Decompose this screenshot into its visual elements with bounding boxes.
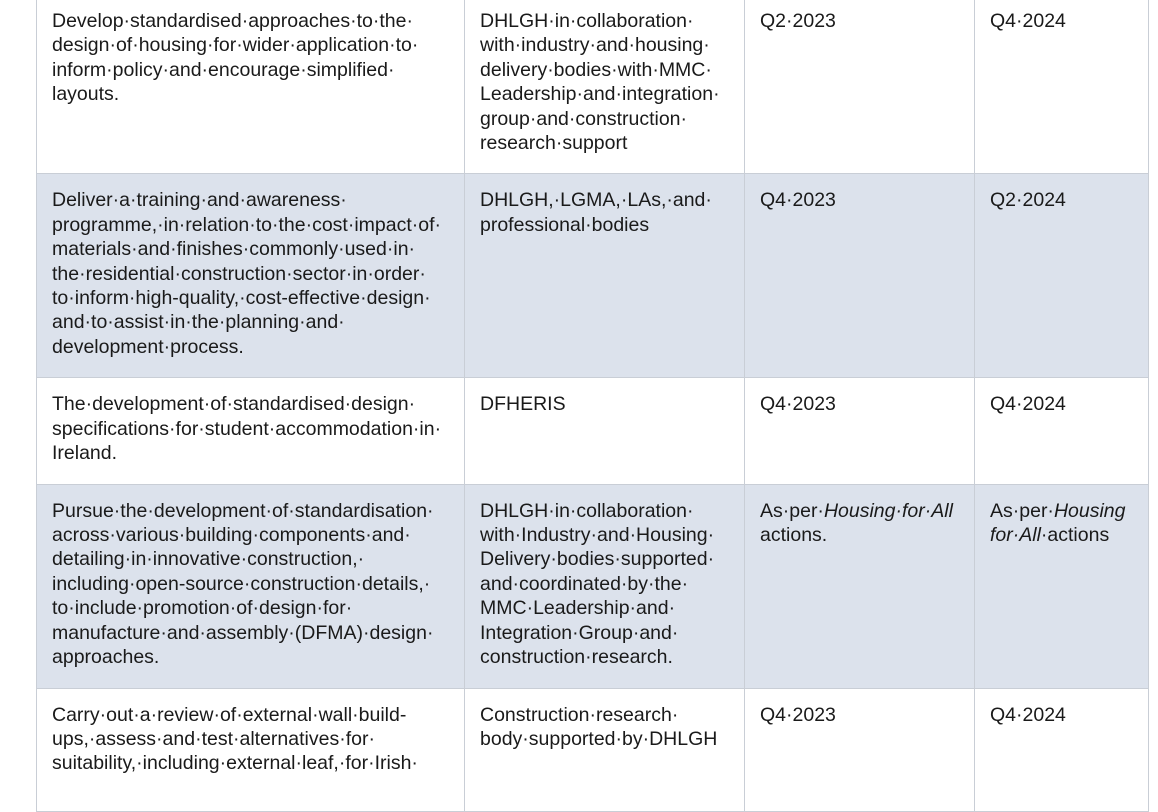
- table-row: [37, 174, 1149, 378]
- start-prefix: As·per·: [760, 499, 824, 522]
- end-prefix: As·per·: [990, 499, 1054, 522]
- start-suffix: actions.: [760, 523, 828, 546]
- start-cell: Q4·2023: [745, 378, 975, 484]
- table-row: [37, 688, 1149, 811]
- start-cell: Q2·2023: [745, 0, 975, 174]
- table-row: [37, 484, 1149, 688]
- end-suffix: ·actions: [1040, 523, 1110, 546]
- table-row: [37, 0, 1149, 174]
- end-cell: Q4·2024: [975, 688, 1149, 811]
- action-cell: Carry·out·a·review·of·external·wall·build- ups,·assess·and·test·alternatives·for· suitability,·including·external·leaf,·for·Irish·: [37, 688, 465, 811]
- action-cell: Pursue·the·development·of·standardisation· across·various·building·components·and· detailing·in·innovative·construction,· including·open-source·construction·details,· to·include·promotion·of·design·for· manufacture·and·assembly·(DFMA)·design· approaches.: [37, 484, 465, 688]
- end-cell: Q4·2024: [975, 0, 1149, 174]
- start-cell: Q4·2023: [745, 174, 975, 378]
- end-cell: Q4·2024: [975, 378, 1149, 484]
- lead-cell: DHLGH·in·collaboration· with·Industry·and·Housing· Delivery·bodies·supported· and·coordinated·by·the· MMC·Leadership·and· Integration·Group·and· construction·research.: [465, 484, 745, 688]
- lead-cell: Construction·research· body·supported·by·DHLGH: [465, 688, 745, 811]
- actions-table: [36, 0, 1149, 812]
- lead-cell: DHLGH,·LGMA,·LAs,·and· professional·bodies: [465, 174, 745, 378]
- end-cell: [975, 484, 1149, 688]
- start-em: Housing·for·All: [823, 499, 953, 522]
- lead-cell: DHLGH·in·collaboration· with·industry·and·housing· delivery·bodies·with·MMC· Leadership·and·integration· group·and·construction· research·support: [465, 0, 745, 174]
- action-cell: The·development·of·standardised·design· specifications·for·student·accommodation·in· Ireland.: [37, 378, 465, 484]
- start-cell: [745, 484, 975, 688]
- action-cell: Deliver·a·training·and·awareness· programme,·in·relation·to·the·cost·impact·of· materials·and·finishes·commonly·used·in· the·residential·construction·sector·in·order· to·inform·high-quality,·cost-effective·design· and·to·assist·in·the·planning·and· development·process.: [37, 174, 465, 378]
- end-cell: Q2·2024: [975, 174, 1149, 378]
- table-row: [37, 378, 1149, 484]
- action-cell: Develop·standardised·approaches·to·the· design·of·housing·for·wider·application·to· inform·policy·and·encourage·simplified· layouts.: [37, 0, 465, 174]
- start-cell: Q4·2023: [745, 688, 975, 811]
- lead-cell: DFHERIS: [465, 378, 745, 484]
- end-em: Housing for·All: [990, 499, 1126, 546]
